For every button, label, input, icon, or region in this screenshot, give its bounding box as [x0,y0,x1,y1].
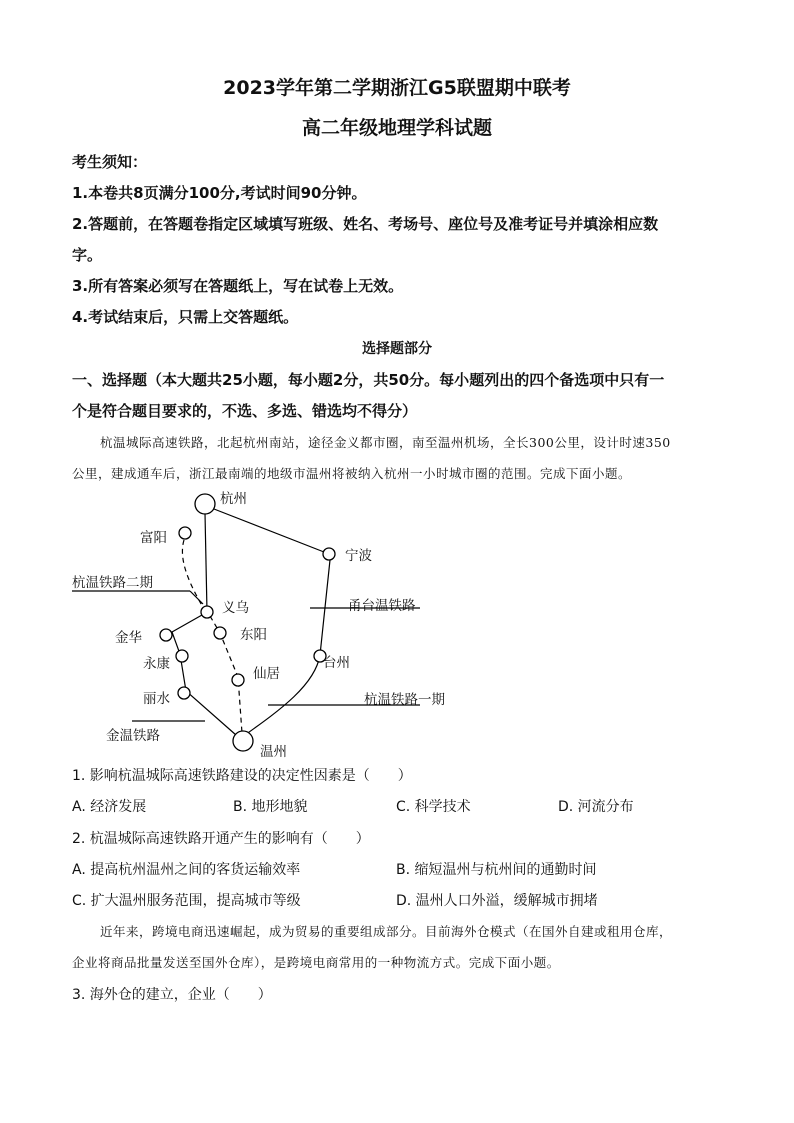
rail-fuyang-yiwu [182,540,204,609]
city-wenzhou-marker [233,731,253,751]
city-yiwu-marker [201,606,213,618]
label-hangzhou: 杭州 [220,491,247,507]
label-taizhou: 台州 [323,655,350,671]
city-dongyang-marker [214,627,226,639]
label-hangwen-phase2: 杭温铁路二期 [72,575,153,591]
passage2-line2: 企业将商品批量发送至国外仓库），是跨境电商常用的一种物流方式。完成下面小题。 [72,955,560,970]
city-hangzhou-marker [195,494,215,514]
question-1-option-a[interactable]: A. 经济发展 [72,799,147,815]
notice-item-2: 2.答题前，在答题卷指定区域填写班级、姓名、考场号、座位号及准考证号并填涂相应数 [72,215,659,233]
notice-item-2-cont: 字。 [72,246,103,264]
question-1-option-d[interactable]: D. 河流分布 [558,799,634,815]
city-ningbo-marker [323,548,335,560]
rail-hangzhou-ningbo [214,509,324,552]
city-fuyang-marker [179,527,191,539]
question-3-stem: 3. 海外仓的建立，企业（ ） [72,987,272,1003]
label-jinwen: 金温铁路 [106,728,160,744]
notice-item-3: 3.所有答案必须写在答题纸上，写在试卷上无效。 [72,277,404,295]
rail-yongtaiwen [245,560,330,735]
city-lishui-marker [178,687,190,699]
label-wenzhou: 温州 [260,744,287,760]
question-1-option-c[interactable]: C. 科学技术 [396,799,471,815]
section-intro-line2: 个是符合题目要求的，不选、多选、错选均不得分） [72,402,418,420]
question-2-option-c[interactable]: C. 扩大温州服务范围，提高城市等级 [72,893,301,909]
label-yongkang: 永康 [143,656,170,672]
label-jinhua: 金华 [115,630,142,646]
question-2-option-b[interactable]: B. 缩短温州与杭州间的通勤时间 [396,862,597,878]
exam-title: 2023学年第二学期浙江G5联盟期中联考 [223,77,571,99]
question-1-option-b[interactable]: B. 地形地貌 [233,799,308,815]
label-yongtaiwen: 甬台温铁路 [348,598,416,614]
city-jinhua-marker [160,629,172,641]
label-fuyang: 富阳 [140,530,167,546]
notice-heading: 考生须知： [72,153,148,171]
question-1-stem: 1. 影响杭温城际高速铁路建设的决定性因素是（ ） [72,768,412,784]
label-yiwu: 义乌 [222,600,249,616]
passage2-line1: 近年来，跨境电商迅速崛起，成为贸易的重要组成部分。目前海外仓模式（在国外自建或租用仓库， [100,924,673,939]
question-2-stem: 2. 杭温城际高速铁路开通产生的影响有（ ） [72,831,370,847]
notice-item-1: 1.本卷共8页满分100分,考试时间90分钟。 [72,184,367,202]
label-lishui: 丽水 [143,691,170,707]
railway-map [0,485,794,760]
section-heading: 选择题部分 [362,341,432,357]
notice-item-4: 4.考试结束后，只需上交答题纸。 [72,308,299,326]
section-intro-line1: 一、选择题（本大题共25小题，每小题2分，共50分。每小题列出的四个备选项中只有一 [72,371,665,389]
city-xianju-marker [232,674,244,686]
label-xianju: 仙居 [253,666,280,682]
passage1-line2: 公里，建成通车后，浙江最南端的地级市温州将被纳入杭州一小时城市圈的范围。完成下面小题。 [72,466,632,481]
question-2-option-d[interactable]: D. 温州人口外溢，缓解城市拥堵 [396,893,598,909]
question-2-option-a[interactable]: A. 提高杭州温州之间的客货运输效率 [72,862,301,878]
label-ningbo: 宁波 [345,548,372,564]
label-hangwen-phase1: 杭温铁路一期 [364,692,445,708]
passage1-line1: 杭温城际高速铁路，北起杭州南站，途径金义都市圈，南至温州机场，全长300公里，设计时速350 [100,435,671,450]
label-dongyang: 东阳 [240,627,267,643]
rail-hangzhou-yiwu [205,513,207,612]
exam-subtitle: 高二年级地理学科试题 [301,117,492,139]
city-yongkang-marker [176,650,188,662]
